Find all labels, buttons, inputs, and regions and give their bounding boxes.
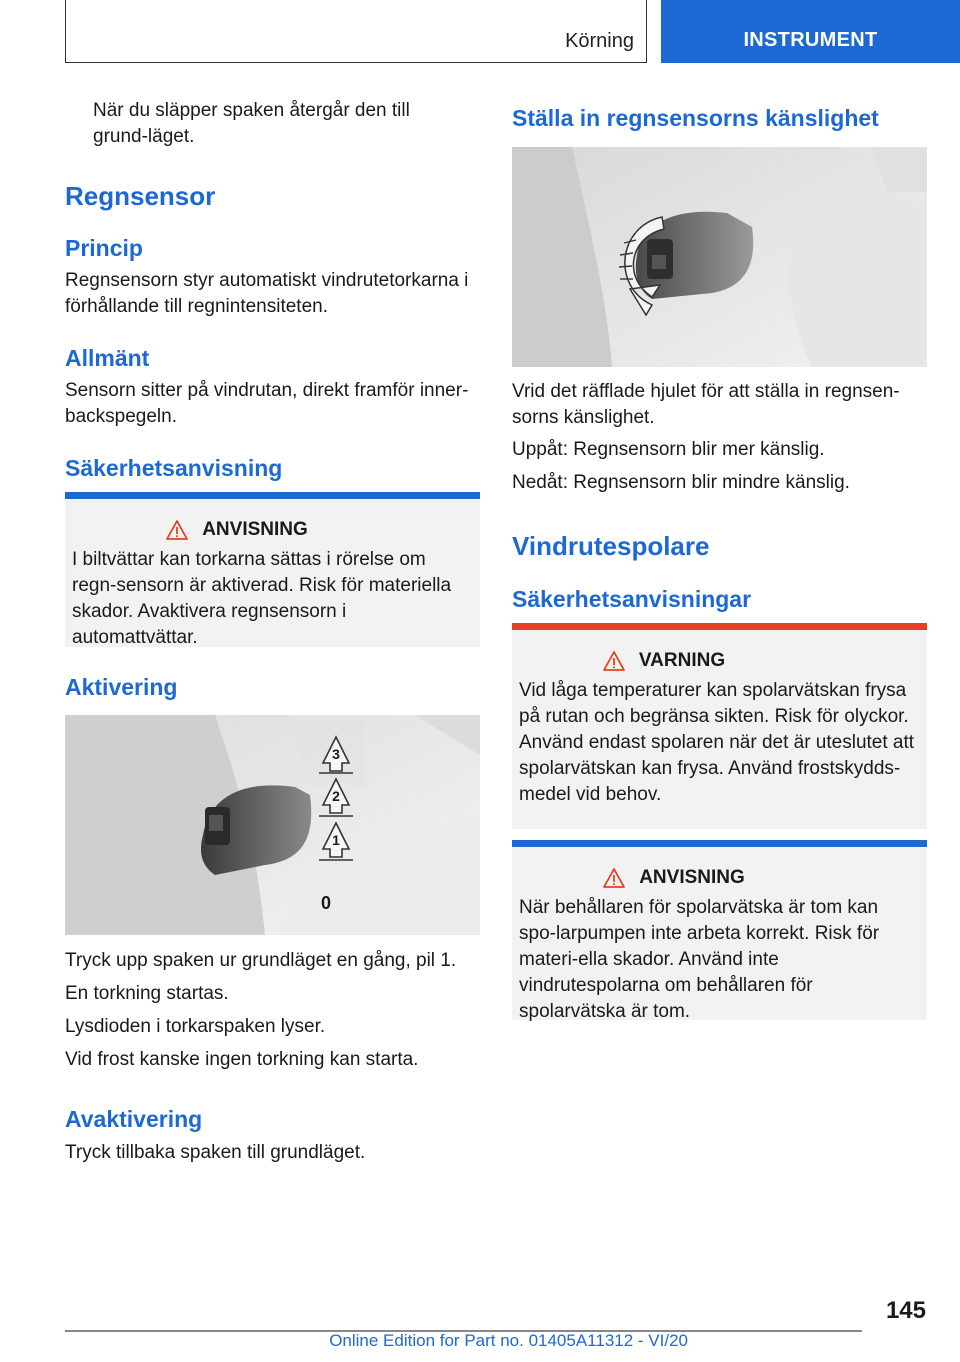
warning-triangle-icon xyxy=(166,520,188,540)
figure-label-3: 3 xyxy=(332,746,340,762)
stalla-text-1: Vrid det räfflade hjulet för att ställa in regnsen-sorns känslighet. xyxy=(512,381,900,428)
warning-triangle-icon xyxy=(603,868,625,888)
aktivering-step-1: Tryck upp spaken ur grundläget en gång, pil 1. xyxy=(65,950,457,971)
notice-box-spolare xyxy=(512,840,927,1020)
heading-vindrutespolare: Vindrutespolare xyxy=(512,531,710,561)
heading-stalla-in-kanslighet: Ställa in regnsensorns känslighet xyxy=(512,105,879,131)
left-column xyxy=(65,98,480,150)
warning-text: Vid låga temperaturer kan spolarvätskan frysa på rutan och begränsa sikten. Risk för olyckor. Använd endast spolaren när det är uteslutet att spolarvätskan kan frysa. Använd frostskydds-medel vid behov. xyxy=(519,680,915,805)
notice-spolare-title-row xyxy=(519,865,919,891)
notice-box xyxy=(65,492,480,647)
section-title: Körning xyxy=(565,30,634,52)
aktivering-step-3: Lysdioden i torkarspaken lyser. xyxy=(65,1016,326,1037)
figure-sensitivity-wheel xyxy=(512,147,927,367)
allmant-text: Sensorn sitter på vindrutan, direkt framför inner-backspegeln. xyxy=(65,380,469,427)
notice-text: I biltvättar kan torkarna sättas i rörelse om regn-sensorn är aktiverad. Risk för materiella skador. Avaktivera regnsensorn i automattvättar. xyxy=(72,549,452,648)
warning-box xyxy=(512,623,927,829)
heading-sakerhetsanvisningar: Säkerhetsanvisningar xyxy=(512,586,752,612)
notice-title: ANVISNING xyxy=(202,519,308,540)
figure-label-2: 2 xyxy=(332,788,340,804)
heading-allmant: Allmänt xyxy=(65,345,150,371)
chapter-tab[interactable]: INSTRUMENT xyxy=(661,0,960,63)
figure-wiper-lever xyxy=(65,715,480,935)
princip-text: Regnsensorn styr automatiskt vindrutetorkarna i förhållande till regnintensiteten. xyxy=(65,270,469,317)
warning-title: VARNING xyxy=(638,650,726,671)
notice-title-row xyxy=(72,517,472,543)
aktivering-step-2: En torkning startas. xyxy=(65,983,229,1004)
wiper-lever-illustration xyxy=(65,715,480,935)
figure-label-1: 1 xyxy=(332,832,340,848)
avaktivering-text: Tryck tillbaka spaken till grundläget. xyxy=(65,1142,366,1163)
heading-avaktivering: Avaktivering xyxy=(65,1106,203,1132)
heading-aktivering: Aktivering xyxy=(65,674,178,700)
aktivering-step-4: Vid frost kanske ingen torkning kan starta. xyxy=(65,1049,419,1070)
footer-edition-link[interactable]: Online Edition for Part no. 01405A11312 - VI/20 xyxy=(329,1331,688,1350)
page-number: 145 xyxy=(885,1297,926,1324)
heading-princip: Princip xyxy=(65,235,143,261)
sensitivity-wheel-illustration xyxy=(512,147,927,367)
notice-spolare-text: När behållaren för spolarvätska är tom kan spo-larpumpen inte arbeta korrekt. Risk för materi-ella skador. Använd inte vindrutespolarna om behållaren för spolarvätska är tom. xyxy=(519,897,880,1022)
heading-sakerhetsanvisning: Säkerhetsanvisning xyxy=(65,455,283,481)
intro-text: När du släpper spaken återgår den till grund-läget. xyxy=(93,100,410,147)
warning-triangle-icon xyxy=(603,651,625,671)
notice-spolare-title: ANVISNING xyxy=(639,867,745,888)
header-frame xyxy=(65,0,647,63)
stalla-text-3: Nedåt: Regnsensorn blir mindre känslig. xyxy=(512,472,850,493)
heading-regnsensor: Regnsensor xyxy=(65,181,216,211)
figure-label-0: 0 xyxy=(320,893,332,913)
stalla-text-2: Uppåt: Regnsensorn blir mer känslig. xyxy=(512,439,825,460)
warning-title-row xyxy=(519,648,919,674)
